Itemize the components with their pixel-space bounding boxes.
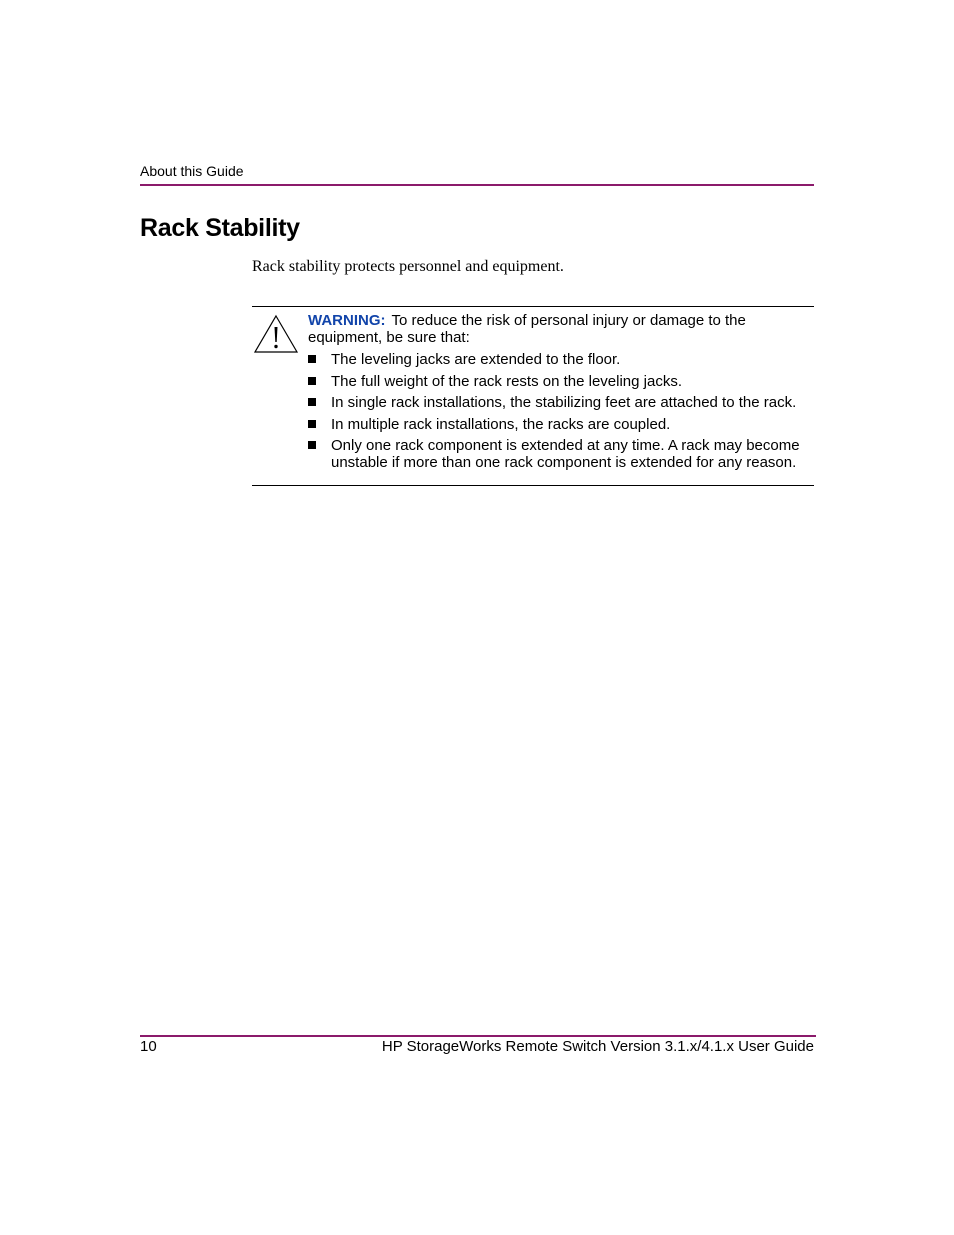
- warning-label: WARNING:: [308, 312, 386, 329]
- warning-list-item: In multiple rack installations, the racks are coupled.: [308, 416, 808, 433]
- bullet-icon: [308, 441, 316, 449]
- bullet-icon: [308, 420, 316, 428]
- warning-content: [308, 312, 808, 476]
- warning-list-item: The full weight of the rack rests on the leveling jacks.: [308, 373, 808, 390]
- section-title: Rack Stability: [140, 214, 300, 242]
- warning-text: To reduce the risk of personal injury or damage to the equipment, be sure that:: [308, 312, 746, 346]
- warning-intro: [308, 312, 808, 346]
- bullet-icon: [308, 377, 316, 385]
- bullet-icon: [308, 398, 316, 406]
- warning-list-item: The leveling jacks are extended to the floor.: [308, 351, 808, 368]
- footer-doc-title: HP StorageWorks Remote Switch Version 3.1.x/4.1.x User Guide: [381, 1038, 814, 1055]
- bullet-icon: [308, 355, 316, 363]
- running-header: About this Guide: [140, 163, 244, 179]
- warning-box: [252, 306, 814, 486]
- warning-list: [308, 351, 808, 471]
- page-number: 10: [140, 1038, 157, 1055]
- footer-divider: [140, 1035, 816, 1037]
- warning-list-item: Only one rack component is extended at any time. A rack may become unstable if more than one rack component is extended for any reason.: [308, 437, 808, 471]
- warning-triangle-icon: [253, 314, 299, 354]
- intro-paragraph: Rack stability protects personnel and equipment.: [252, 258, 564, 275]
- header-divider: [140, 184, 814, 186]
- warning-list-item: In single rack installations, the stabilizing feet are attached to the rack.: [308, 394, 808, 411]
